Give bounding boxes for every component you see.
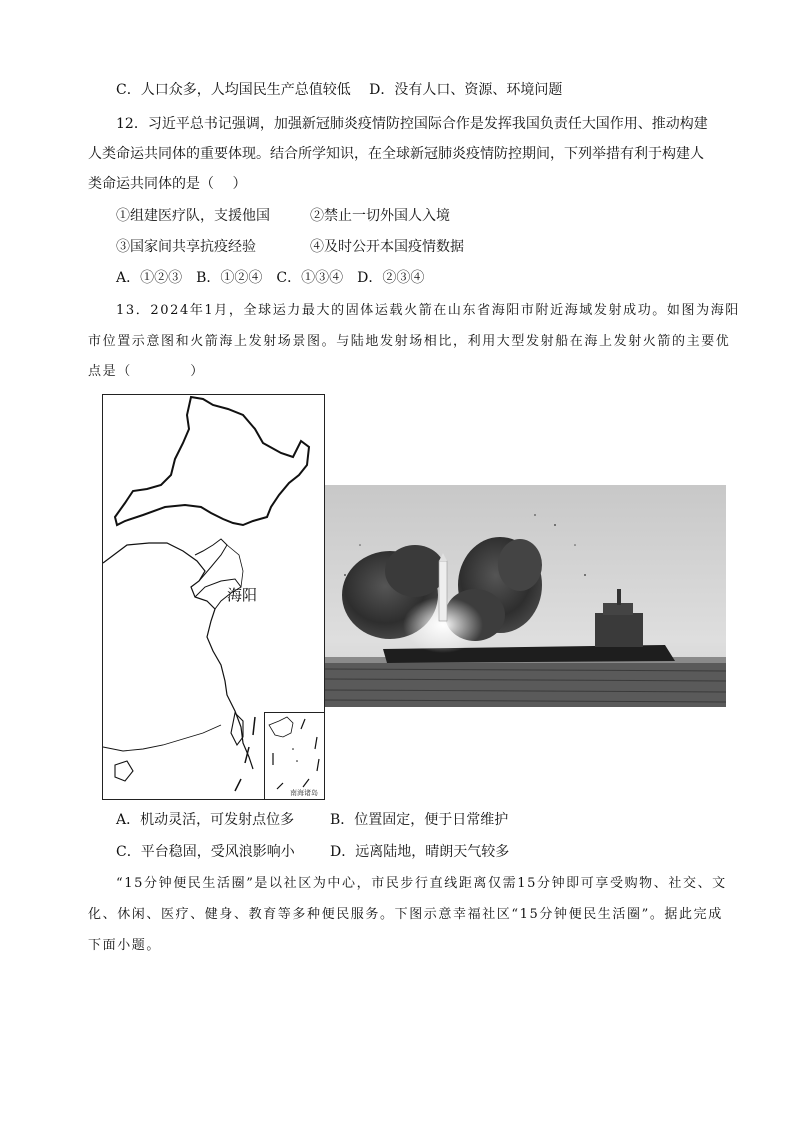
q12-choices: A．①②③ B．①②④ C．①③④ D．②③④: [116, 270, 425, 286]
q12-stem-line1: 12．习近平总书记强调，加强新冠肺炎疫情防控国际合作是发挥我国负责任大国作用、推动构建: [116, 116, 708, 132]
intro-line2: 化、休闲、医疗、健身、教育等多种便民服务。下图示意幸福社区“15分钟便民生活圈”。据此完成: [88, 907, 723, 922]
south-china-sea-inset: [264, 712, 325, 800]
q13-stem-line2: 市位置示意图和火箭海上发射场景图。与陆地发射场相比，利用大型发射船在海上发射火箭的主要优: [88, 334, 731, 349]
q12-item-1: ①组建医疗队，支援他国: [116, 208, 270, 224]
intro-line1: “15分钟便民生活圈”是以社区为中心，市民步行直线距离仅需15分钟即可享受购物、社交、文: [116, 876, 727, 891]
q12-item-2: ②禁止一切外国人入境: [310, 208, 450, 224]
q13-stem-line1: 13．2024年1月，全球运力最大的固体运载火箭在山东省海阳市附近海域发射成功。如图为海阳: [116, 303, 740, 318]
q13-option-b: B．位置固定，便于日常维护: [330, 812, 509, 828]
q12-item-4: ④及时公开本国疫情数据: [310, 239, 464, 255]
q13-stem-line3: 点是（ ）: [88, 364, 205, 379]
q13-option-c: C．平台稳固，受风浪影响小: [116, 844, 295, 860]
sea-rocket-launch-photo: [325, 485, 726, 707]
inset-caption: 南海诸岛: [290, 789, 318, 797]
q11-options-cd: C．人口众多，人均国民生产总值较低 D．没有人口、资源、环境问题: [116, 82, 563, 98]
q13-option-a: A．机动灵活，可发射点位多: [116, 812, 295, 828]
launch-scene-illustration: [325, 485, 726, 707]
haiyang-map-label: 海阳: [227, 586, 258, 604]
q12-stem-line2: 人类命运共同体的重要体现。结合所学知识，在全球新冠肺炎疫情防控期间，下列举措有利于构建人: [88, 146, 704, 162]
intro-line3: 下面小题。: [88, 938, 162, 953]
q12-item-3: ③国家间共享抗疫经验: [116, 239, 256, 255]
q12-stem-line3: 类命运共同体的是（ ）: [88, 176, 247, 192]
q13-option-d: D．远离陆地，晴朗天气较多: [330, 844, 510, 860]
